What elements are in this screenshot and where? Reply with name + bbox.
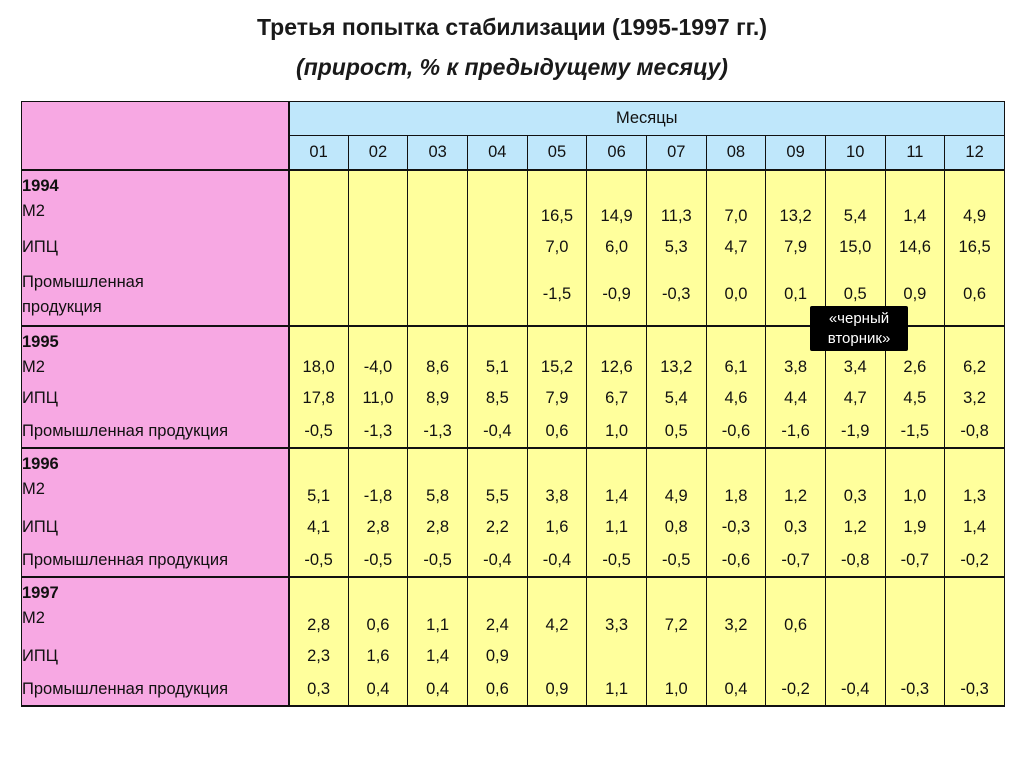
value-cell: 2,8 — [408, 510, 468, 544]
value-cell: -0,3 — [646, 264, 706, 326]
value-cell: 4,1 — [289, 510, 349, 544]
value-cell: 0,6 — [348, 577, 408, 639]
value-cell: 16,5 — [945, 230, 1005, 264]
value-cell: 4,7 — [706, 230, 766, 264]
value-cell: 1,4 — [587, 448, 647, 510]
indicator-label: М2 — [22, 202, 45, 220]
table-corner — [22, 102, 289, 171]
value-cell: 4,5 — [885, 381, 945, 415]
value-cell: 0,3 — [766, 510, 826, 544]
value-cell: 0,4 — [706, 673, 766, 706]
value-cell: 5,1 — [467, 326, 527, 381]
indicator-label: ИПЦ — [22, 517, 58, 536]
value-cell: 1,3 — [945, 448, 1005, 510]
month-header-04: 04 — [467, 136, 527, 171]
month-header-07: 07 — [646, 136, 706, 171]
indicator-label: Промышленная продукция — [22, 679, 229, 698]
value-cell: -0,3 — [706, 510, 766, 544]
value-cell — [945, 639, 1005, 673]
value-cell — [527, 639, 587, 673]
table-row — [22, 577, 1005, 639]
row-label-cell — [22, 577, 289, 639]
value-cell — [467, 230, 527, 264]
value-cell — [348, 170, 408, 230]
value-cell — [766, 639, 826, 673]
row-label-cell — [22, 639, 289, 673]
value-cell — [408, 230, 468, 264]
value-cell: 7,2 — [646, 577, 706, 639]
value-cell: -0,8 — [825, 544, 885, 577]
value-cell: 5,5 — [467, 448, 527, 510]
value-cell: 0,8 — [646, 510, 706, 544]
month-header-06: 06 — [587, 136, 647, 171]
value-cell — [885, 577, 945, 639]
value-cell: -0,4 — [467, 415, 527, 448]
value-cell: 1,4 — [945, 510, 1005, 544]
page-subtitle: (прирост, % к предыдущему месяцу) — [296, 54, 728, 80]
row-label-cell — [22, 448, 289, 510]
indicator-label: М2 — [22, 609, 45, 627]
value-cell: 14,6 — [885, 230, 945, 264]
value-cell: 1,0 — [646, 673, 706, 706]
months-header: Месяцы — [289, 102, 1005, 136]
row-label-cell — [22, 415, 289, 448]
value-cell: -0,5 — [587, 544, 647, 577]
value-cell: 7,9 — [527, 381, 587, 415]
row-label-cell — [22, 326, 289, 381]
indicator-label: Промышленная продукция — [22, 550, 229, 569]
value-cell: 4,4 — [766, 381, 826, 415]
year-label: 1997 — [22, 584, 59, 602]
value-cell: 2,8 — [289, 577, 349, 639]
value-cell: 0,1 — [766, 264, 826, 326]
callout-line-1: «черный — [828, 310, 890, 327]
table-row — [22, 673, 1005, 706]
value-cell: -0,7 — [885, 544, 945, 577]
indicator-label: Промышленная — [22, 272, 144, 291]
value-cell: 2,4 — [467, 577, 527, 639]
row-label-cell — [22, 544, 289, 577]
value-cell: 0,9 — [467, 639, 527, 673]
indicator-label: ИПЦ — [22, 646, 58, 665]
value-cell — [348, 264, 408, 326]
data-table — [21, 101, 1005, 707]
value-cell — [646, 639, 706, 673]
value-cell: 1,8 — [706, 448, 766, 510]
value-cell: -0,2 — [945, 544, 1005, 577]
indicator-label: ИПЦ — [22, 237, 58, 256]
table-row — [22, 381, 1005, 415]
value-cell: 13,2 — [646, 326, 706, 381]
value-cell: 8,6 — [408, 326, 468, 381]
value-cell: 0,6 — [766, 577, 826, 639]
value-cell: 2,3 — [289, 639, 349, 673]
value-cell: -0,9 — [587, 264, 647, 326]
value-cell: -0,4 — [527, 544, 587, 577]
value-cell: 1,1 — [408, 577, 468, 639]
indicator-label: Промышленная продукция — [22, 421, 229, 440]
value-cell: -0,3 — [885, 673, 945, 706]
value-cell: 15,2 — [527, 326, 587, 381]
row-label-cell — [22, 381, 289, 415]
value-cell — [467, 170, 527, 230]
value-cell: 4,2 — [527, 577, 587, 639]
value-cell: -0,6 — [706, 415, 766, 448]
value-cell: -1,5 — [885, 415, 945, 448]
value-cell: 4,7 — [825, 381, 885, 415]
value-cell: 1,4 — [885, 170, 945, 230]
value-cell — [289, 230, 349, 264]
value-cell: -1,3 — [348, 415, 408, 448]
value-cell: -4,0 — [348, 326, 408, 381]
value-cell: -0,4 — [467, 544, 527, 577]
value-cell: 1,2 — [766, 448, 826, 510]
value-cell: 0,6 — [467, 673, 527, 706]
table-row — [22, 448, 1005, 510]
value-cell — [706, 639, 766, 673]
value-cell — [289, 170, 349, 230]
year-label: 1994 — [22, 177, 59, 195]
table-row — [22, 510, 1005, 544]
month-header-08: 08 — [706, 136, 766, 171]
value-cell: 15,0 — [825, 230, 885, 264]
value-cell — [348, 230, 408, 264]
value-cell: 7,0 — [527, 230, 587, 264]
value-cell: 4,9 — [945, 170, 1005, 230]
month-header-10: 10 — [825, 136, 885, 171]
value-cell: 0,4 — [408, 673, 468, 706]
value-cell: 0,4 — [348, 673, 408, 706]
month-header-05: 05 — [527, 136, 587, 171]
page-title: Третья попытка стабилизации (1995-1997 гг.) — [257, 14, 767, 40]
value-cell: 7,0 — [706, 170, 766, 230]
value-cell: 1,0 — [885, 448, 945, 510]
value-cell: 1,4 — [408, 639, 468, 673]
value-cell: 0,6 — [527, 415, 587, 448]
value-cell: 6,0 — [587, 230, 647, 264]
value-cell — [945, 577, 1005, 639]
value-cell: 16,5 — [527, 170, 587, 230]
value-cell: 0,5 — [646, 415, 706, 448]
month-header-12: 12 — [945, 136, 1005, 171]
value-cell: -0,8 — [945, 415, 1005, 448]
value-cell — [825, 639, 885, 673]
value-cell: -1,5 — [527, 264, 587, 326]
value-cell: -1,8 — [348, 448, 408, 510]
value-cell: -1,9 — [825, 415, 885, 448]
table-row — [22, 544, 1005, 577]
row-label-cell — [22, 230, 289, 264]
value-cell: 1,2 — [825, 510, 885, 544]
value-cell: 5,1 — [289, 448, 349, 510]
value-cell — [408, 170, 468, 230]
row-label-cell — [22, 170, 289, 230]
year-label: 1996 — [22, 455, 59, 473]
value-cell: 5,4 — [825, 170, 885, 230]
value-cell: -0,2 — [766, 673, 826, 706]
black-tuesday-callout — [810, 306, 908, 351]
callout-line-2: вторник» — [827, 330, 891, 347]
value-cell: 7,9 — [766, 230, 826, 264]
value-cell: -0,5 — [408, 544, 468, 577]
table-row — [22, 230, 1005, 264]
value-cell: 17,8 — [289, 381, 349, 415]
indicator-label: М2 — [22, 358, 45, 376]
value-cell: 11,0 — [348, 381, 408, 415]
value-cell: 0,3 — [825, 448, 885, 510]
month-header-03: 03 — [408, 136, 468, 171]
value-cell: 14,9 — [587, 170, 647, 230]
month-header-11: 11 — [885, 136, 945, 171]
value-cell: 1,9 — [885, 510, 945, 544]
value-cell: 12,6 — [587, 326, 647, 381]
value-cell: 1,1 — [587, 673, 647, 706]
value-cell: 11,3 — [646, 170, 706, 230]
value-cell: 3,4 — [825, 326, 885, 381]
value-cell: -0,3 — [945, 673, 1005, 706]
table-row — [22, 639, 1005, 673]
value-cell — [825, 577, 885, 639]
value-cell: 3,8 — [766, 326, 826, 381]
value-cell: -0,5 — [348, 544, 408, 577]
value-cell: 2,2 — [467, 510, 527, 544]
indicator-label: ИПЦ — [22, 388, 58, 407]
value-cell: 13,2 — [766, 170, 826, 230]
value-cell: 1,6 — [527, 510, 587, 544]
value-cell: 5,8 — [408, 448, 468, 510]
value-cell — [408, 264, 468, 326]
month-header-09: 09 — [766, 136, 826, 171]
value-cell: 6,2 — [945, 326, 1005, 381]
value-cell: -0,5 — [289, 544, 349, 577]
indicator-label: М2 — [22, 480, 45, 498]
value-cell: 6,7 — [587, 381, 647, 415]
row-label-cell — [22, 264, 289, 326]
value-cell: 2,8 — [348, 510, 408, 544]
row-label-cell — [22, 510, 289, 544]
value-cell: -1,6 — [766, 415, 826, 448]
value-cell: 0,0 — [706, 264, 766, 326]
value-cell: 18,0 — [289, 326, 349, 381]
value-cell: 3,3 — [587, 577, 647, 639]
value-cell: 0,6 — [945, 264, 1005, 326]
value-cell: -1,3 — [408, 415, 468, 448]
year-label: 1995 — [22, 333, 59, 351]
value-cell: 8,5 — [467, 381, 527, 415]
value-cell: 0,3 — [289, 673, 349, 706]
value-cell: -0,7 — [766, 544, 826, 577]
value-cell: 3,8 — [527, 448, 587, 510]
value-cell — [885, 639, 945, 673]
value-cell: 1,1 — [587, 510, 647, 544]
value-cell: 5,3 — [646, 230, 706, 264]
value-cell — [289, 264, 349, 326]
value-cell: 3,2 — [945, 381, 1005, 415]
value-cell: -0,4 — [825, 673, 885, 706]
indicator-label-line-2: продукция — [22, 297, 102, 316]
value-cell — [587, 639, 647, 673]
value-cell: 6,1 — [706, 326, 766, 381]
value-cell: 1,6 — [348, 639, 408, 673]
value-cell — [467, 264, 527, 326]
value-cell: 2,6 — [885, 326, 945, 381]
value-cell: 0,9 — [885, 264, 945, 326]
value-cell: 4,6 — [706, 381, 766, 415]
value-cell: 0,5 — [825, 264, 885, 326]
month-header-02: 02 — [348, 136, 408, 171]
value-cell: 5,4 — [646, 381, 706, 415]
value-cell: -0,5 — [289, 415, 349, 448]
table-body — [22, 170, 1005, 706]
value-cell: 3,2 — [706, 577, 766, 639]
value-cell: -0,6 — [706, 544, 766, 577]
month-header-01: 01 — [289, 136, 349, 171]
table-row — [22, 170, 1005, 230]
value-cell: -0,5 — [646, 544, 706, 577]
row-label-cell — [22, 673, 289, 706]
value-cell: 8,9 — [408, 381, 468, 415]
table-row — [22, 415, 1005, 448]
value-cell: 1,0 — [587, 415, 647, 448]
value-cell: 0,9 — [527, 673, 587, 706]
value-cell: 4,9 — [646, 448, 706, 510]
